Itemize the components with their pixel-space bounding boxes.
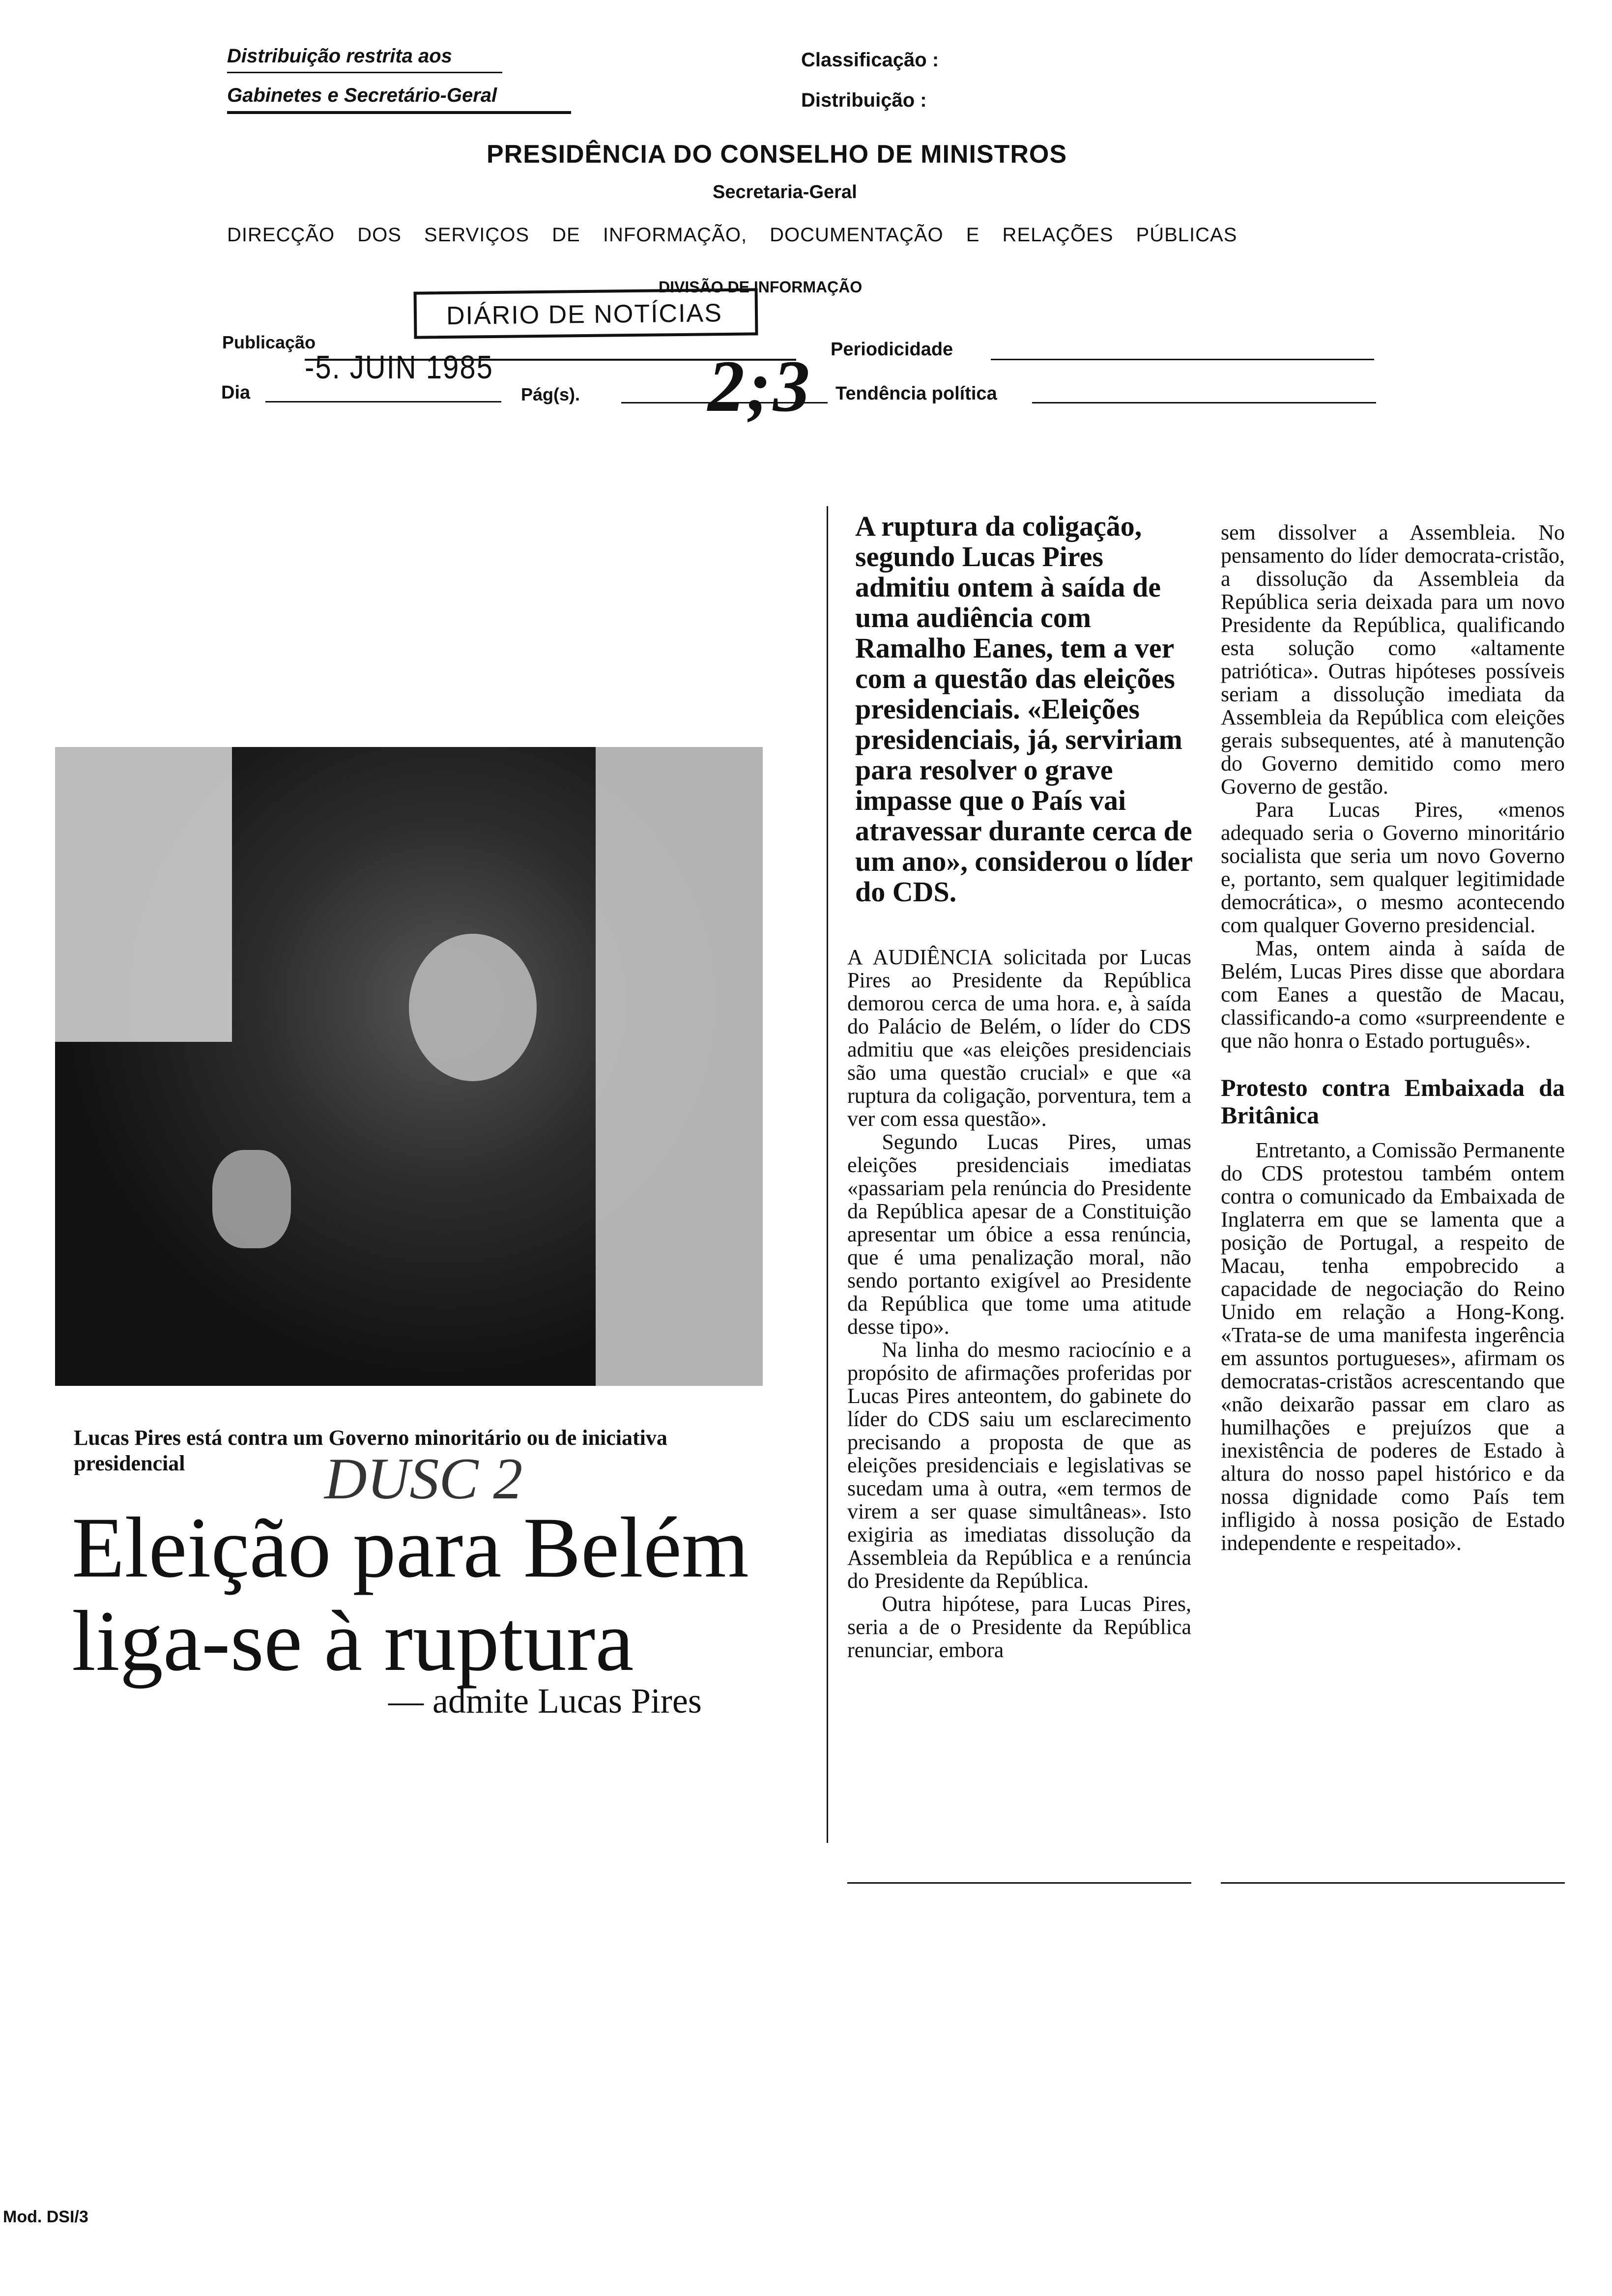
article-paragraph: sem dissolver a Assembleia. No pensamento do líder democrata-cristão, a dissolução da Assembleia da República seria deixada para um novo Presidente da República, qualificando esta solução como «altamente patriótica». Outras hipóteses possíveis seriam a dissolução imediata da Assembleia da República com eleições gerais subsequentes, até à manutenção do Governo demitido como mero Governo de gestão. xyxy=(1221,520,1565,799)
classification-label: Classificação : xyxy=(801,49,939,71)
article-subhead: Protesto contra Embaixada da Britânica xyxy=(1221,1074,1565,1129)
article-column-2 xyxy=(847,946,1191,1662)
article-paragraph: Segundo Lucas Pires, umas eleições presidenciais imediatas «passariam pela renúncia do Presidente da República apesar de a Constituição apresentar um óbice a essa renúncia, que é uma penalização moral, não sendo portanto exigível ao Presidente da República que tome uma atitude desse tipo». xyxy=(847,1130,1191,1339)
headline-line2: liga-se à ruptura xyxy=(72,1593,634,1689)
article-paragraph: Para Lucas Pires, «menos adequado seria o Governo minoritário socialista que seria um novo Governo e, portanto, sem qualquer legitimidade democrática», o mesmo acontecendo com qualquer Governo presidencial. xyxy=(1221,798,1565,937)
date-stamp: -5. JUIN 1985 xyxy=(305,349,493,386)
article-lead: A ruptura da coligação, segundo Lucas Pires admitiu ontem à saída de uma audiência com Ramalho Eanes, tem a ver com a questão das eleições presidenciais. «Eleições presidenciais, já, serviriam para resolver o grave impasse que o País vai atravessar durante cerca de um ano», considerou o líder do CDS. xyxy=(855,510,1192,908)
photo-highlight xyxy=(212,1150,291,1248)
division-label: DIVISÃO DE INFORMAÇÃO xyxy=(659,278,863,296)
header-underline xyxy=(227,72,502,73)
ministry-title: PRESIDÊNCIA DO CONSELHO DE MINISTROS xyxy=(487,140,1067,169)
headline-line1: Eleição para Belém xyxy=(72,1500,749,1596)
article-paragraph: Outra hipótese, para Lucas Pires, seria a de o Presidente da República renunciar, embora xyxy=(847,1592,1191,1662)
column-divider xyxy=(827,506,828,1843)
pages-label: Pág(s). xyxy=(521,384,580,404)
publication-stamp xyxy=(414,288,758,339)
handwritten-note: DUSC 2 xyxy=(324,1446,523,1511)
header-underline xyxy=(227,111,571,114)
restricted-distribution-line2: Gabinetes e Secretário-Geral xyxy=(227,85,497,106)
article-paragraph: Mas, ontem ainda à saída de Belém, Lucas Pires disse que abordara com Eanes a questão de Macau, classificando-a como «surpreendente e que não honra o Estado português». xyxy=(1221,936,1565,1053)
photo-caption: Lucas Pires está contra um Governo minoritário ou de iniciativa presidencial xyxy=(74,1426,667,1475)
restricted-distribution-line1: Distribuição restrita aos xyxy=(227,45,452,67)
photo-highlight xyxy=(55,747,232,1042)
photo-highlight xyxy=(409,934,537,1081)
article-column-3 xyxy=(1221,521,1565,1554)
article-paragraph: Na linha do mesmo raciocínio e a propósito de afirmações proferidas por Lucas Pires anteontem, do gabinete do líder do CDS saiu um esclarecimento precisando a proposta de que as eleições presidenciais e legislativas se sucedam uma à outra, «em termos de virem a ser quase simultâneas». Isto exigiria as imediatas dissolução da Assembleia da República e a renúncia do Presidente da República. xyxy=(847,1338,1191,1593)
distribution-label: Distribuição : xyxy=(801,89,927,111)
periodicity-line xyxy=(991,359,1374,360)
publication-label: Publicação xyxy=(222,332,316,352)
column-end-rule xyxy=(847,1882,1191,1884)
form-code: Mod. DSI/3 xyxy=(3,2208,88,2226)
article-paragraph: Entretanto, a Comissão Permanente do CDS protestou também ontem contra o comunicado da Embaixada de Inglaterra em que se lamenta que a posição de Portugal, a respeito de Macau, tenha empobrecido a capacidade de negociação do Reino Unido em relação a Hong-Kong. «Trata-se de uma manifesta ingerência em assuntos portugueses», afirmam os democratas-cristãos acrescentando que «não deixarão passar em claro as humilhações e prejuízos que a inexistência de poderes de Estado à altura do nosso papel histórico e da nossa dignidade como País tem infligido à nossa posição de Estado independente e respeitado». xyxy=(1221,1138,1565,1555)
day-label: Dia xyxy=(221,382,251,403)
portrait-photo xyxy=(55,747,763,1386)
pages-handwritten: 2;3 xyxy=(708,345,812,427)
photo-highlight xyxy=(596,747,763,1386)
periodicity-label: Periodicidade xyxy=(831,339,953,360)
column-end-rule xyxy=(1221,1882,1565,1884)
article-paragraph: A AUDIÊNCIA solicitada por Lucas Pires ao Presidente da República demorou cerca de uma hora. e, à saída do Palácio de Belém, o líder do CDS admitiu que «as eleições presidenciais são uma questão crucial» e que «a ruptura da coligação, porventura, tem a ver com essa questão». xyxy=(847,945,1191,1131)
secretariat-label: Secretaria-Geral xyxy=(713,182,857,202)
directorate-title: DIRECÇÃO DOS SERVIÇOS DE INFORMAÇÃO, DOCUMENTAÇÃO E RELAÇÕES PÚBLICAS xyxy=(227,224,1238,246)
political-tendency-label: Tendência política xyxy=(835,383,997,404)
publication-name: DIÁRIO DE NOTÍCIAS xyxy=(446,299,723,330)
day-line xyxy=(265,401,501,402)
subheadline: — admite Lucas Pires xyxy=(388,1681,702,1721)
political-tendency-line xyxy=(1032,402,1376,403)
